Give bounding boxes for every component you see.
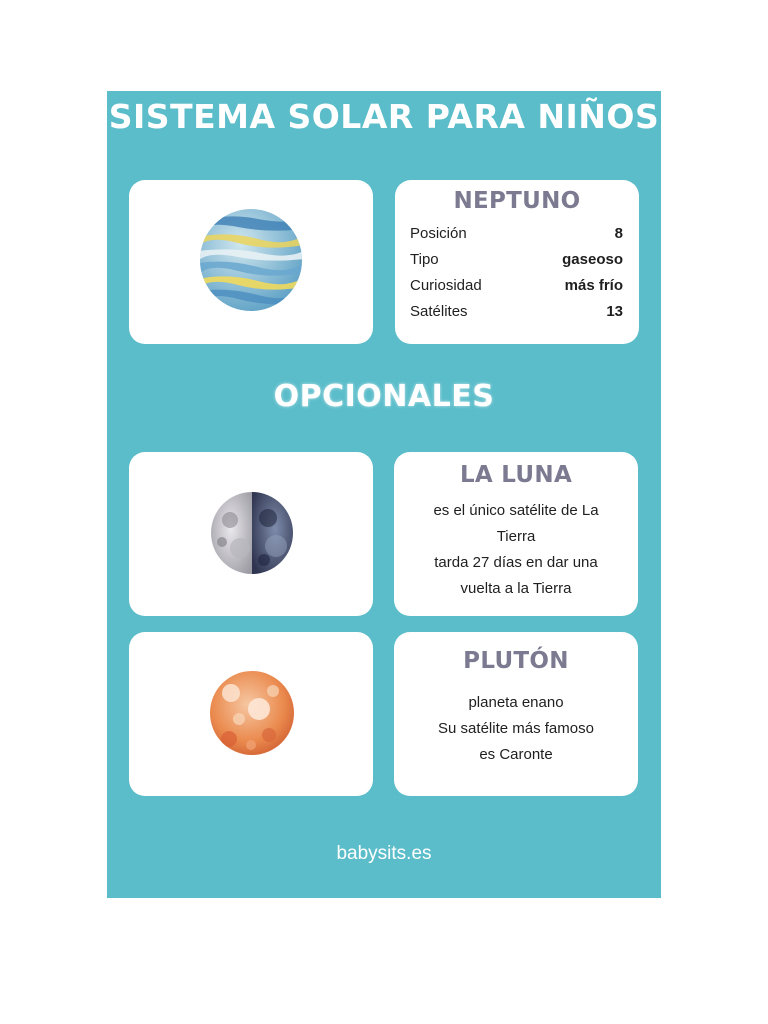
row-label: Tipo: [410, 251, 439, 268]
row-label: Curiosidad: [410, 277, 482, 294]
row-value: 8: [614, 225, 623, 242]
row-value: 13: [606, 303, 623, 320]
description-line: Su satélite más famoso: [438, 720, 594, 737]
neptune-planet-icon: [198, 207, 304, 313]
neptune-info-card: [395, 180, 639, 344]
row-label: Posición: [410, 225, 467, 242]
description-line: es Caronte: [479, 746, 553, 763]
neptune-row-curiosity: [410, 277, 623, 301]
row-value: más frío: [564, 277, 623, 294]
pluto-image-card: [129, 632, 373, 796]
section-title: OPCIONALES: [273, 379, 495, 414]
neptune-row-position: [410, 225, 623, 249]
description-line: Tierra: [496, 528, 536, 545]
moon-info-card: [394, 452, 638, 616]
description-line: planeta enano: [468, 694, 564, 711]
description-line: vuelta a la Tierra: [460, 580, 572, 597]
neptune-row-satellites: [410, 303, 623, 327]
pluto-planet-icon: [209, 669, 295, 757]
pluto-heading: PLUTÓN: [463, 648, 569, 674]
moon-heading: LA LUNA: [459, 462, 573, 488]
footer-site: babysits.es: [336, 843, 432, 864]
neptune-row-type: [410, 251, 623, 275]
moon-icon: [210, 490, 294, 576]
poster: [107, 91, 661, 898]
neptune-image-card: [129, 180, 373, 344]
row-value: gaseoso: [562, 251, 623, 268]
poster-title: SISTEMA SOLAR PARA NIÑOS: [108, 97, 660, 136]
description-line: es el único satélite de La: [433, 502, 599, 519]
row-label: Satélites: [410, 303, 468, 320]
moon-image-card: [129, 452, 373, 616]
moon-description: [402, 498, 630, 602]
pluto-info-card: [394, 632, 638, 796]
description-line: tarda 27 días en dar una: [434, 554, 598, 571]
neptune-heading: NEPTUNO: [453, 188, 581, 214]
pluto-description: [402, 690, 630, 768]
